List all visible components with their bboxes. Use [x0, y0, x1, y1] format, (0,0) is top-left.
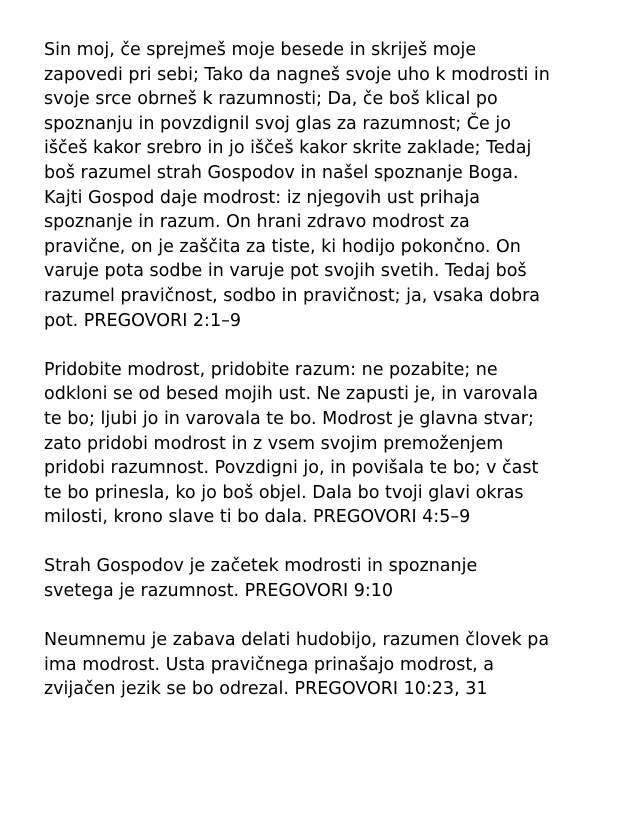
document-page	[44, 38, 604, 727]
paragraph-proverbs-2: Sin moj, če sprejmeš moje besede in skriješ moje zapovedi pri sebi; Tako da nagneš svoje uho k modrosti in svoje srce obrneš k razumnosti; Da, če boš klical po spoznanju in povzdignil svoj glas za razumnost; Če jo iščeš kakor srebro in jo iščeš kakor skrite zaklade; Tedaj boš razumel strah Gospodov in našel spoznanje Boga. Kajti Gospod daje modrost: iz njegovih ust prihaja spoznanje in razum. On hrani zdravo modrost za pravične, on je zaščita za tiste, ki hodijo pokončno. On varuje pota sodbe in varuje pot svojih svetih. Tedaj boš razumel pravičnost, sodbo in pravičnost; ja, vsaka dobra pot. PREGOVORI 2:1–9	[44, 40, 550, 331]
paragraph-proverbs-10: Neumnemu je zabava delati hudobijo, razumen človek pa ima modrost. Usta pravičnega prinašajo modrost, a zvijačen jezik se bo odrezal. PREGOVORI 10:23, 31	[44, 630, 550, 700]
paragraph-proverbs-4: Pridobite modrost, pridobite razum: ne pozabite; ne odkloni se od besed mojih ust. Ne zapusti je, in varovala te bo; ljubi jo in varovala te bo. Modrost je glavna stvar; zato pridobi modrost in z vsem svojim premoženjem pridobi razumnost. Povzdigni jo, in povišala te bo; v čast te bo prinesla, ko jo boš objel. Dala bo tvoji glavi okras milosti, krono slave ti bo dala. PREGOVORI 4:5–9	[44, 359, 539, 528]
paragraph-proverbs-9: Strah Gospodov je začetek modrosti in spoznanje svetega je razumnost. PREGOVORI 9:10	[44, 556, 478, 602]
